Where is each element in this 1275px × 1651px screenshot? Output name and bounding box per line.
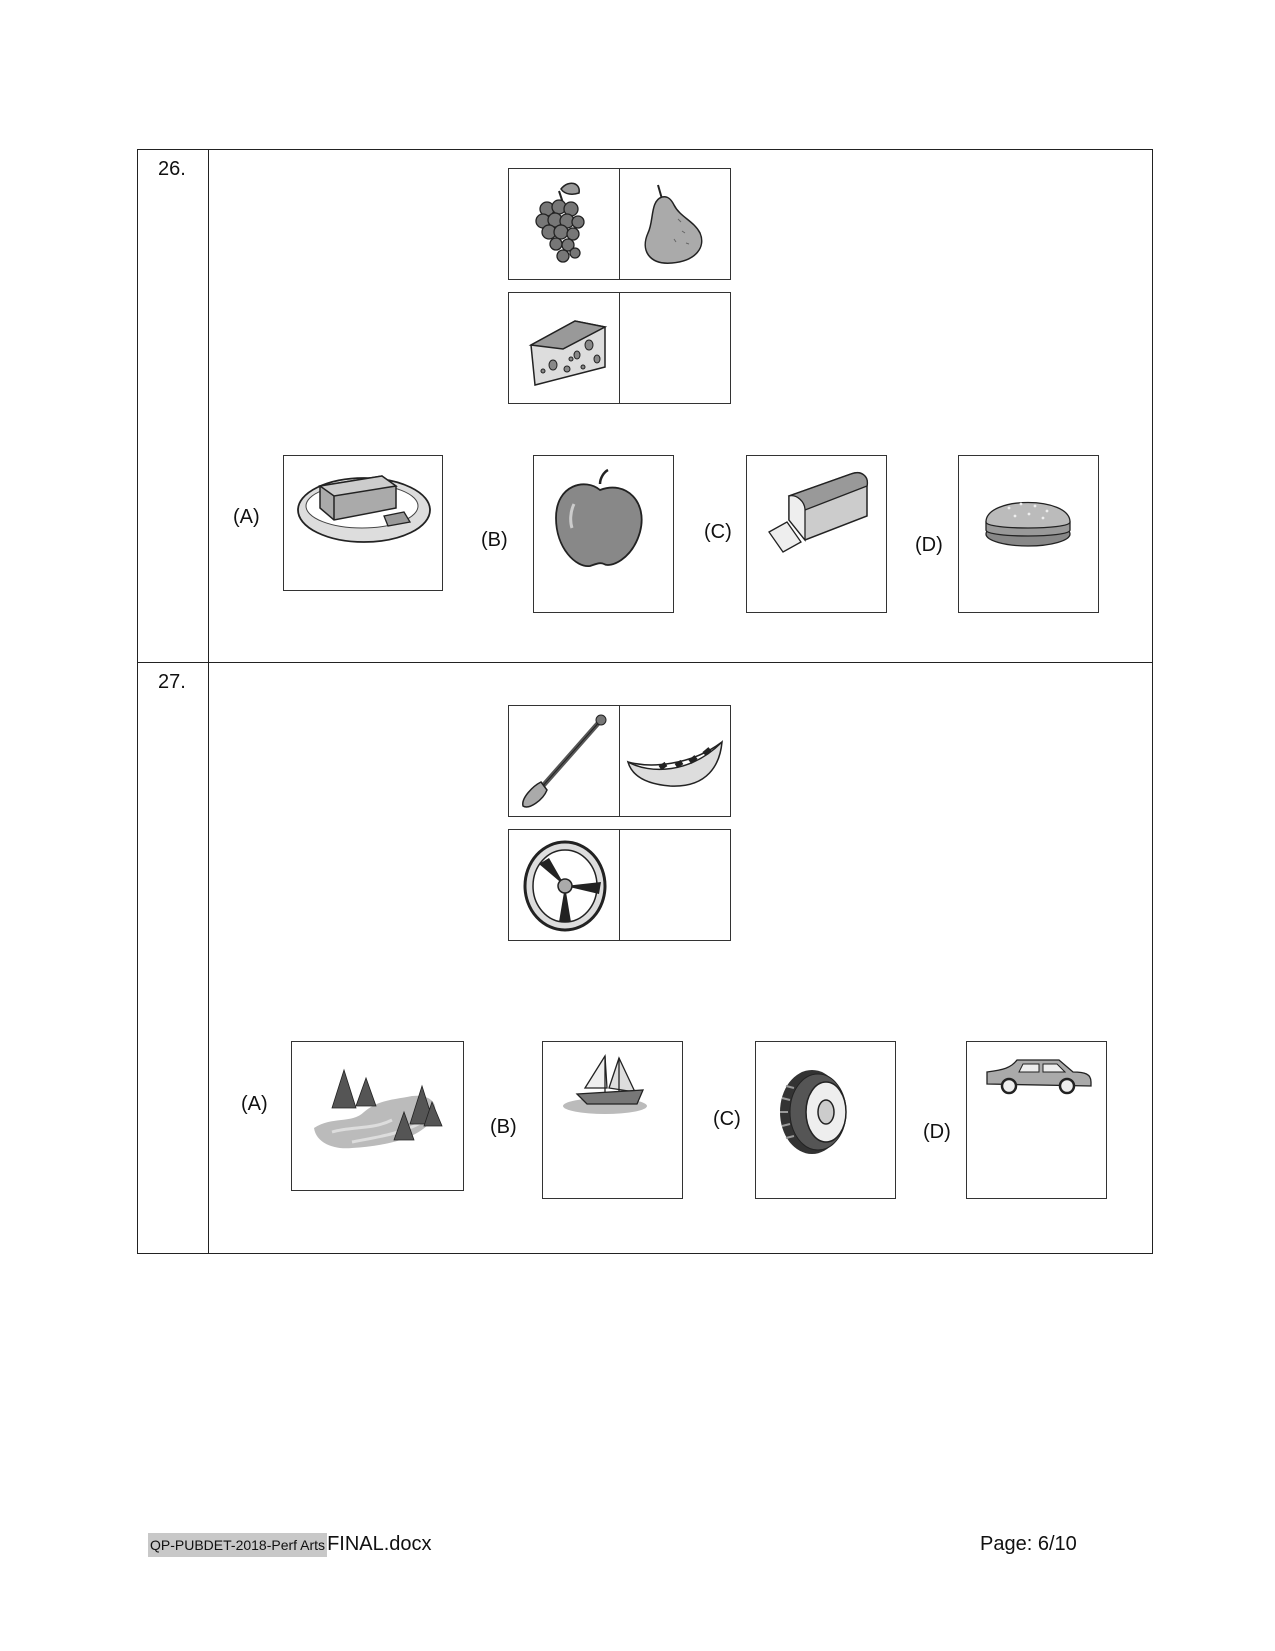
option-d[interactable]	[966, 1041, 1107, 1199]
footer-document-name	[148, 1533, 432, 1556]
option-label-c: (C)	[704, 521, 732, 543]
option-label-a: (A)	[241, 1093, 268, 1115]
question-number-cell	[138, 150, 209, 662]
bun-icon	[959, 456, 1097, 611]
option-a[interactable]	[283, 455, 443, 591]
paddle-icon	[509, 706, 619, 816]
prompt-cell-1	[508, 168, 620, 280]
page-number: Page: 6/10	[980, 1533, 1077, 1555]
option-c[interactable]	[755, 1041, 896, 1199]
tire-icon	[756, 1042, 894, 1197]
prompt-cell-2	[619, 705, 731, 817]
option-b[interactable]	[533, 455, 674, 613]
car-icon	[967, 1042, 1105, 1197]
prompt-cell-3	[508, 292, 620, 404]
prompt-cell-3	[508, 829, 620, 941]
question-table	[137, 149, 1153, 1254]
option-label-b: (B)	[490, 1116, 517, 1138]
steering-wheel-icon	[509, 830, 619, 940]
question-number: 27.	[158, 671, 186, 693]
butter-dish-icon	[284, 456, 441, 589]
option-b[interactable]	[542, 1041, 683, 1199]
option-label-a: (A)	[233, 506, 260, 528]
prompt-cell-blank	[619, 292, 731, 404]
canoe-icon	[620, 706, 730, 816]
option-c[interactable]	[746, 455, 887, 613]
grapes-icon	[509, 169, 619, 279]
option-label-b: (B)	[481, 529, 508, 551]
option-label-d: (D)	[915, 534, 943, 556]
prompt-cell-1	[508, 705, 620, 817]
question-number: 26.	[158, 158, 186, 180]
question-number-cell	[138, 663, 209, 1253]
cheese-icon	[509, 293, 619, 403]
document-tag: QP-PUBDET-2018-Perf Arts	[148, 1533, 327, 1557]
option-a[interactable]	[291, 1041, 464, 1191]
option-d[interactable]	[958, 455, 1099, 613]
river-trees-icon	[292, 1042, 462, 1189]
apple-icon	[534, 456, 672, 611]
option-label-c: (C)	[713, 1108, 741, 1130]
pear-icon	[620, 169, 730, 279]
question-row-26	[138, 150, 1152, 663]
option-label-d: (D)	[923, 1121, 951, 1143]
bread-loaf-icon	[747, 456, 885, 611]
question-row-27	[138, 663, 1152, 1253]
document-suffix: FINAL.docx	[327, 1533, 432, 1555]
prompt-cell-blank	[619, 829, 731, 941]
prompt-cell-2	[619, 168, 731, 280]
sailboat-icon	[543, 1042, 681, 1197]
